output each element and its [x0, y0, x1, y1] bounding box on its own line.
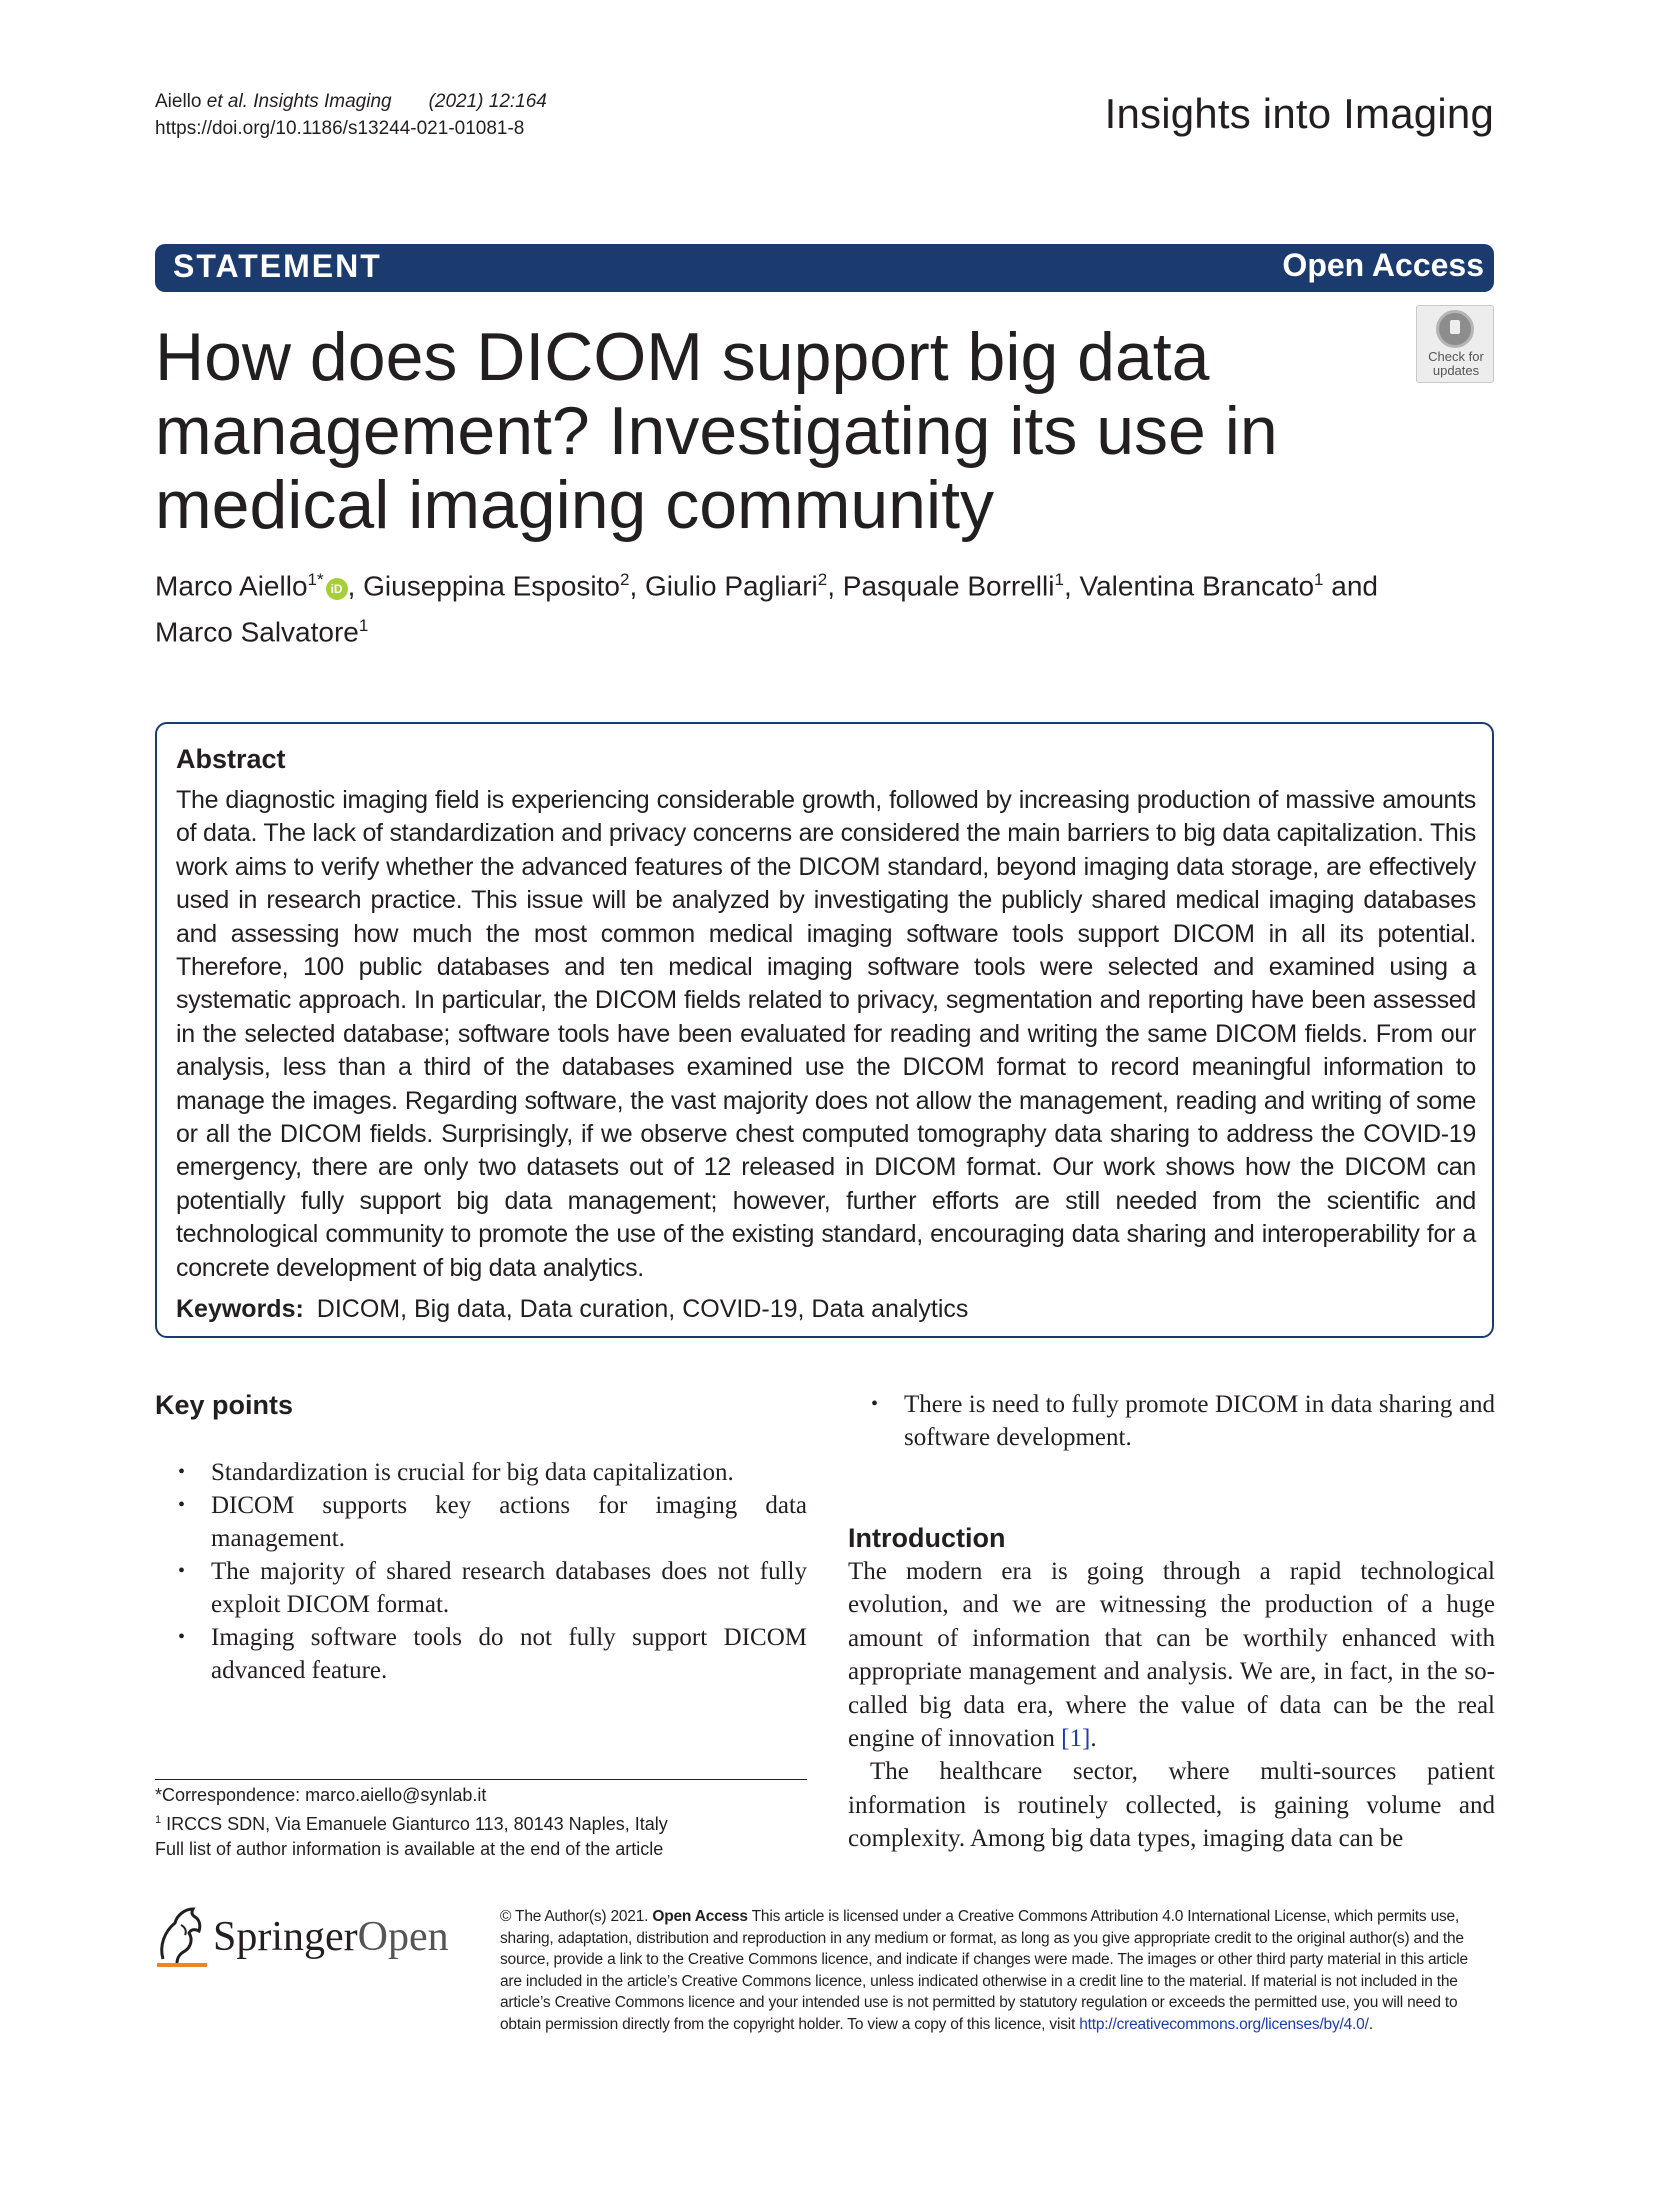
keywords-label: Keywords:	[176, 1295, 304, 1323]
author-name[interactable]: Marco Aiello	[155, 570, 308, 602]
article-type-banner	[155, 244, 1494, 292]
springer-open-wordmark: SpringerOpen	[213, 1914, 449, 1960]
abstract-text: The diagnostic imaging field is experiencing considerable growth, followed by increasing production of massive amounts of data. The lack of standardization and privacy concerns are considered the main barriers to big data capitalization. This work aims to verify whether the advanced features of the DICOM standard, beyond imaging data storage, are effectively used in research practice. This issue will be analyzed by investigating the publicly shared medical imaging databases and assessing how much the most common medical imaging software tools support DICOM in all its potential. Therefore, 100 public databases and ten medical imaging software tools were selected and examined using a systematic approach. In particular, the DICOM fields related to privacy, segmentation and reporting have been assessed in the selected database; software tools have been evaluated for reading and writing the same DICOM fields. From our analysis, less than a third of the databases examined use the DICOM format to record meaningful information to manage the images. Regarding software, the vast majority does not allow the management, reading and writing of some or all the DICOM fields. Surprisingly, if we observe chest computed tomography data sharing to address the COVID-19 emergency, there are only two datasets out of 12 released in DICOM format. Our work shows how the DICOM can potentially fully support big data management; however, further efforts are still needed from the scientific and technological community to promote the use of the existing standard, encouraging data sharing and interoperability for a concrete development of big data analytics.	[176, 786, 1476, 1282]
key-points-list-continued	[848, 1388, 1495, 1454]
citation-authors: Aiello	[155, 91, 202, 112]
reference-link[interactable]: [1]	[1061, 1725, 1091, 1753]
footnote	[155, 1783, 668, 1862]
affiliation: $^1$ IRCCS SDN, Via Emanuele Gianturco 113, 80143 Naples, Italy	[155, 1814, 668, 1834]
orcid-icon[interactable]: iD	[326, 578, 348, 600]
check-for-updates-button[interactable]	[1416, 305, 1494, 383]
author-affiliation: 1*	[307, 570, 324, 589]
open-access-label: Open Access	[1282, 247, 1484, 283]
license-text: © The Author(s) 2021. Open Access This article is licensed under a Creative Commons Attribution 4.0 International License, which permits use, sharing, adaptation, distribution and reproduction in any medium or format, as long as you give appropriate credit to the original author(s) and the source, provide a link to the Creative Commons licence, and indicate if changes were made. The images or other third party material in this article are included in the article’s Creative Commons licence, unless indicated otherwise in a credit line to the material. If material is not included in the article’s Creative Commons licence and your intended use is not permitted by statutory regulation or exceeds the permitted use, you will need to obtain permission directly from the copyright holder. To view a copy of this licence, visit http://creativecommons.org/licenses/by/4.0/.	[500, 1908, 1468, 2033]
abstract-box	[155, 722, 1494, 1338]
author-affiliation: 2	[619, 570, 630, 589]
license-link[interactable]: http://creativecommons.org/licenses/by/4.0/	[1079, 2015, 1369, 2033]
author-affiliation: 2	[817, 570, 828, 589]
list-item: • Imaging software tools do not fully support DICOM advanced feature.	[155, 1621, 807, 1687]
list-item: • There is need to fully promote DICOM in data sharing and software development.	[848, 1388, 1495, 1454]
authors-and: and	[1331, 570, 1378, 602]
author-affiliation: 1	[1054, 570, 1064, 589]
introduction-heading: Introduction	[848, 1523, 1006, 1553]
paragraph: The healthcare sector, where multi-sources patient information is routinely collected, is gaining volume and complexity. Among big data types, imaging data can be	[848, 1758, 1495, 1853]
author-name[interactable]: Giulio Pagliari	[645, 570, 818, 602]
introduction-text	[848, 1555, 1495, 1856]
citation-header	[155, 88, 547, 142]
citation-journal: Insights Imaging	[253, 91, 392, 112]
bookmark-icon	[1436, 310, 1474, 348]
journal-name: Insights into Imaging	[1104, 90, 1494, 137]
list-item: • DICOM supports key actions for imaging data management.	[155, 1489, 807, 1555]
author-name[interactable]: Valentina Brancato	[1079, 570, 1315, 602]
citation-et-al: et al.	[206, 91, 248, 112]
author-info-note: Full list of author information is available at the end of the article	[155, 1839, 664, 1859]
paragraph: The modern era is going through a rapid technological evolution, and we are witnessing the production of a huge amount of information that can be worthily enhanced with appropriate management and analysis. We are, in fact, in the so-called big data era, where the value of data can be the real engine of innovation [1].	[848, 1558, 1495, 1753]
key-points-heading: Key points	[155, 1390, 294, 1420]
list-item: • The majority of shared research databases does not fully exploit DICOM format.	[155, 1555, 807, 1621]
keywords	[176, 1295, 968, 1324]
author-affiliation: 1	[1314, 570, 1324, 589]
abstract-heading: Abstract	[176, 744, 286, 774]
footnote-divider	[155, 1779, 807, 1780]
doi-link[interactable]: https://doi.org/10.1186/s13244-021-01081-8	[155, 118, 525, 139]
author-affiliation: 1	[358, 616, 369, 636]
article-type-label: STATEMENT	[173, 248, 382, 284]
citation-volume: (2021) 12:164	[428, 91, 547, 112]
check-for-updates-label: Check for updates	[1428, 349, 1484, 378]
article-title: How does DICOM support big data management? Investigating its use in medical imaging community	[155, 319, 1278, 543]
author-list: Marco Aiello$^{1*}$iD , Giuseppina Esposito$^2$, Giulio Pagliari$^2$, Pasquale Borrelli$^1$, Valentina Brancato$^1$ and Marco Salvatore$^1$	[155, 570, 1378, 648]
list-item: • Standardization is crucial for big data capitalization.	[155, 1456, 807, 1489]
author-name[interactable]: Pasquale Borrelli	[842, 570, 1055, 602]
author-name[interactable]: Giuseppina Esposito	[363, 570, 620, 602]
keywords-list: DICOM, Big data, Data curation, COVID-19, Data analytics	[316, 1295, 969, 1323]
key-points-list	[155, 1456, 807, 1687]
springer-horse-icon	[155, 1905, 209, 1969]
correspondence: *Correspondence: marco.aiello@synlab.it	[155, 1785, 487, 1805]
author-name[interactable]: Marco Salvatore	[155, 616, 359, 648]
